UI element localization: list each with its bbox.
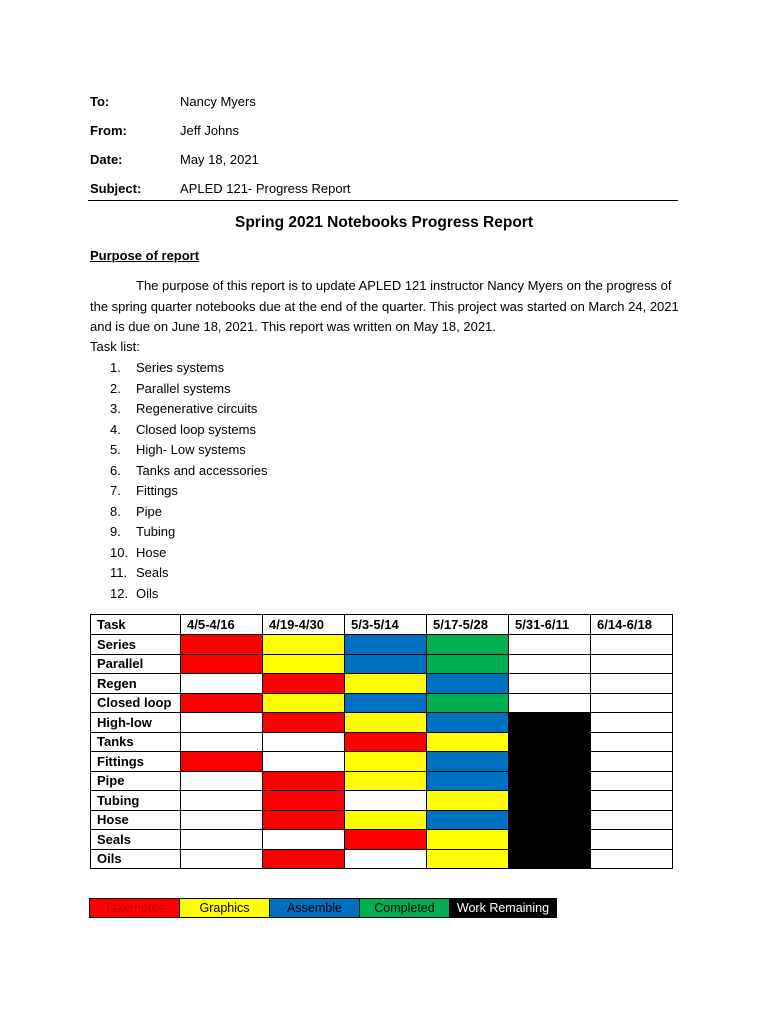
legend-item-blue: Assemble (269, 898, 360, 918)
table-cell-yellow (345, 713, 427, 733)
table-cell-black (509, 810, 591, 830)
table-cell-empty (509, 693, 591, 713)
table-header-period: 5/3-5/14 (345, 615, 427, 635)
list-item-number: 10. (110, 544, 129, 560)
table-cell-red (263, 810, 345, 830)
table-cell-black (509, 791, 591, 811)
list-item-label: Closed loop systems (136, 421, 256, 437)
table-cell-empty (591, 713, 673, 733)
table-header-period: 4/19-4/30 (263, 615, 345, 635)
table-cell-empty (181, 674, 263, 694)
table-cell-black (509, 732, 591, 752)
table-cell-empty (509, 674, 591, 694)
table-cell-empty (181, 713, 263, 733)
table-cell-green (427, 635, 509, 655)
table-row (91, 635, 673, 655)
table-row-task: Parallel (91, 654, 181, 674)
table-cell-empty (591, 635, 673, 655)
report-title: Spring 2021 Notebooks Progress Report (234, 214, 534, 231)
legend-item-green: Completed (359, 898, 450, 918)
table-row-task: Series (91, 635, 181, 655)
table-header-row (91, 615, 673, 635)
table-cell-yellow (345, 810, 427, 830)
table-cell-empty (345, 849, 427, 869)
table-cell-blue (427, 752, 509, 772)
memo-to-value: Nancy Myers (180, 94, 256, 109)
list-item-number: 12. (110, 585, 129, 601)
table-cell-red (181, 635, 263, 655)
memo-from-value: Jeff Johns (180, 123, 240, 138)
table-cell-empty (181, 771, 263, 791)
table-cell-empty (591, 771, 673, 791)
table-row-task: Oils (91, 849, 181, 869)
purpose-paragraph (90, 276, 684, 338)
table-cell-empty (591, 791, 673, 811)
table-cell-empty (591, 810, 673, 830)
table-cell-empty (591, 674, 673, 694)
table-cell-empty (181, 849, 263, 869)
table-header-period: 4/5-4/16 (181, 615, 263, 635)
list-item-label: Oils (136, 585, 159, 601)
table-cell-yellow (345, 674, 427, 694)
table-cell-yellow (427, 732, 509, 752)
memo-subject-value: APLED 121- Progress Report (180, 181, 351, 196)
list-item-number: 6. (110, 462, 121, 478)
table-row-task: Tanks (91, 732, 181, 752)
table-cell-blue (427, 713, 509, 733)
list-item-label: Tubing (136, 524, 176, 539)
table-cell-yellow (263, 654, 345, 674)
memo-date-value: May 18, 2021 (180, 152, 259, 167)
table-cell-empty (181, 791, 263, 811)
table-cell-black (509, 830, 591, 850)
table-row-task: Closed loop (91, 693, 181, 713)
table-row-task: Fittings (91, 752, 181, 772)
table-cell-red (345, 732, 427, 752)
table-row (91, 693, 673, 713)
table-row-task: High-low (91, 713, 181, 733)
table-cell-empty (509, 635, 591, 655)
table-cell-red (181, 693, 263, 713)
table-cell-empty (263, 752, 345, 772)
table-cell-red (263, 674, 345, 694)
table-cell-yellow (427, 791, 509, 811)
purpose-text: The purpose of this report is to update APLED 121 instructor Nancy Myers on the progress of the spring quarter notebooks due at the end of the quarter. This project was started on March 24, 2021 and is due on June 18, 2021. This report was written on May 18, 2021. (90, 278, 679, 335)
table-cell-green (427, 654, 509, 674)
table-cell-blue (345, 654, 427, 674)
table-cell-empty (591, 654, 673, 674)
table-cell-empty (263, 732, 345, 752)
table-cell-empty (181, 830, 263, 850)
list-item-number: 9. (110, 524, 121, 539)
table-row-task: Pipe (91, 771, 181, 791)
table-cell-yellow (345, 771, 427, 791)
memo-to-label: To: (90, 94, 110, 109)
list-item-number: 8. (110, 503, 121, 519)
list-item-label: Seals (136, 565, 169, 580)
table-row-task: Hose (91, 810, 181, 830)
table-cell-empty (263, 830, 345, 850)
legend-item-yellow: Graphics (179, 898, 270, 918)
table-cell-black (509, 771, 591, 791)
memo-date-label: Date: (90, 152, 123, 167)
table-cell-blue (427, 771, 509, 791)
table-cell-yellow (427, 849, 509, 869)
table-header-period: 6/14-6/18 (591, 615, 673, 635)
table-cell-empty (591, 830, 673, 850)
table-row (91, 810, 673, 830)
table-cell-yellow (427, 830, 509, 850)
table-row (91, 771, 673, 791)
list-item-label: Series systems (136, 360, 225, 375)
table-cell-yellow (263, 693, 345, 713)
list-item-number: 5. (110, 442, 121, 457)
table-cell-empty (509, 654, 591, 674)
list-item-number: 7. (110, 483, 121, 498)
section-heading: Purpose of report (90, 248, 200, 263)
table-cell-black (509, 713, 591, 733)
table-cell-black (509, 849, 591, 869)
table-cell-blue (345, 635, 427, 655)
legend (90, 898, 557, 918)
table-row-task: Regen (91, 674, 181, 694)
list-item-number: 3. (110, 401, 121, 416)
list-item-label: Fittings (136, 483, 178, 498)
table-cell-empty (591, 849, 673, 869)
list-item-label: Pipe (136, 503, 163, 519)
table-header-period: 5/31-6/11 (509, 615, 591, 635)
progress-table (90, 614, 673, 869)
table-cell-empty (591, 732, 673, 752)
table-cell-empty (591, 693, 673, 713)
table-row (91, 732, 673, 752)
table-row-task: Tubing (91, 791, 181, 811)
table-row (91, 791, 673, 811)
table-cell-empty (181, 810, 263, 830)
table-cell-blue (345, 693, 427, 713)
table-row (91, 849, 673, 869)
table-cell-yellow (263, 635, 345, 655)
list-item-label: Tanks and accessories (136, 462, 268, 478)
table-cell-red (263, 791, 345, 811)
table-row (91, 674, 673, 694)
table-cell-red (263, 849, 345, 869)
table-row-task: Seals (91, 830, 181, 850)
table-cell-yellow (345, 752, 427, 772)
table-cell-green (427, 693, 509, 713)
list-item-label: High- Low systems (136, 442, 246, 457)
table-cell-empty (181, 732, 263, 752)
table-cell-red (181, 654, 263, 674)
legend-item-red: Take notes (89, 898, 180, 918)
table-header-task: Task (91, 615, 181, 635)
table-header-period: 5/17-5/28 (427, 615, 509, 635)
table-cell-red (345, 830, 427, 850)
list-item-number: 2. (110, 380, 121, 396)
list-item-number: 1. (110, 360, 121, 375)
table-cell-empty (345, 791, 427, 811)
table-row (91, 713, 673, 733)
memo-subject-label: Subject: (90, 181, 142, 196)
header-divider (88, 200, 678, 201)
table-row (91, 830, 673, 850)
table-cell-empty (591, 752, 673, 772)
list-item-label: Regenerative circuits (136, 401, 258, 416)
legend-item-black: Work Remaining (449, 898, 557, 918)
list-item-number: 11. (110, 565, 128, 580)
table-cell-red (263, 771, 345, 791)
table-cell-blue (427, 674, 509, 694)
list-item-number: 4. (110, 421, 121, 437)
table-cell-blue (427, 810, 509, 830)
table-row (91, 752, 673, 772)
table-cell-red (181, 752, 263, 772)
table-cell-red (263, 713, 345, 733)
table-cell-black (509, 752, 591, 772)
table-row (91, 654, 673, 674)
list-item-label: Hose (136, 544, 167, 560)
memo-from-label: From: (90, 123, 127, 138)
list-item-label: Parallel systems (136, 380, 231, 396)
task-list-label: Task list: (90, 339, 140, 354)
